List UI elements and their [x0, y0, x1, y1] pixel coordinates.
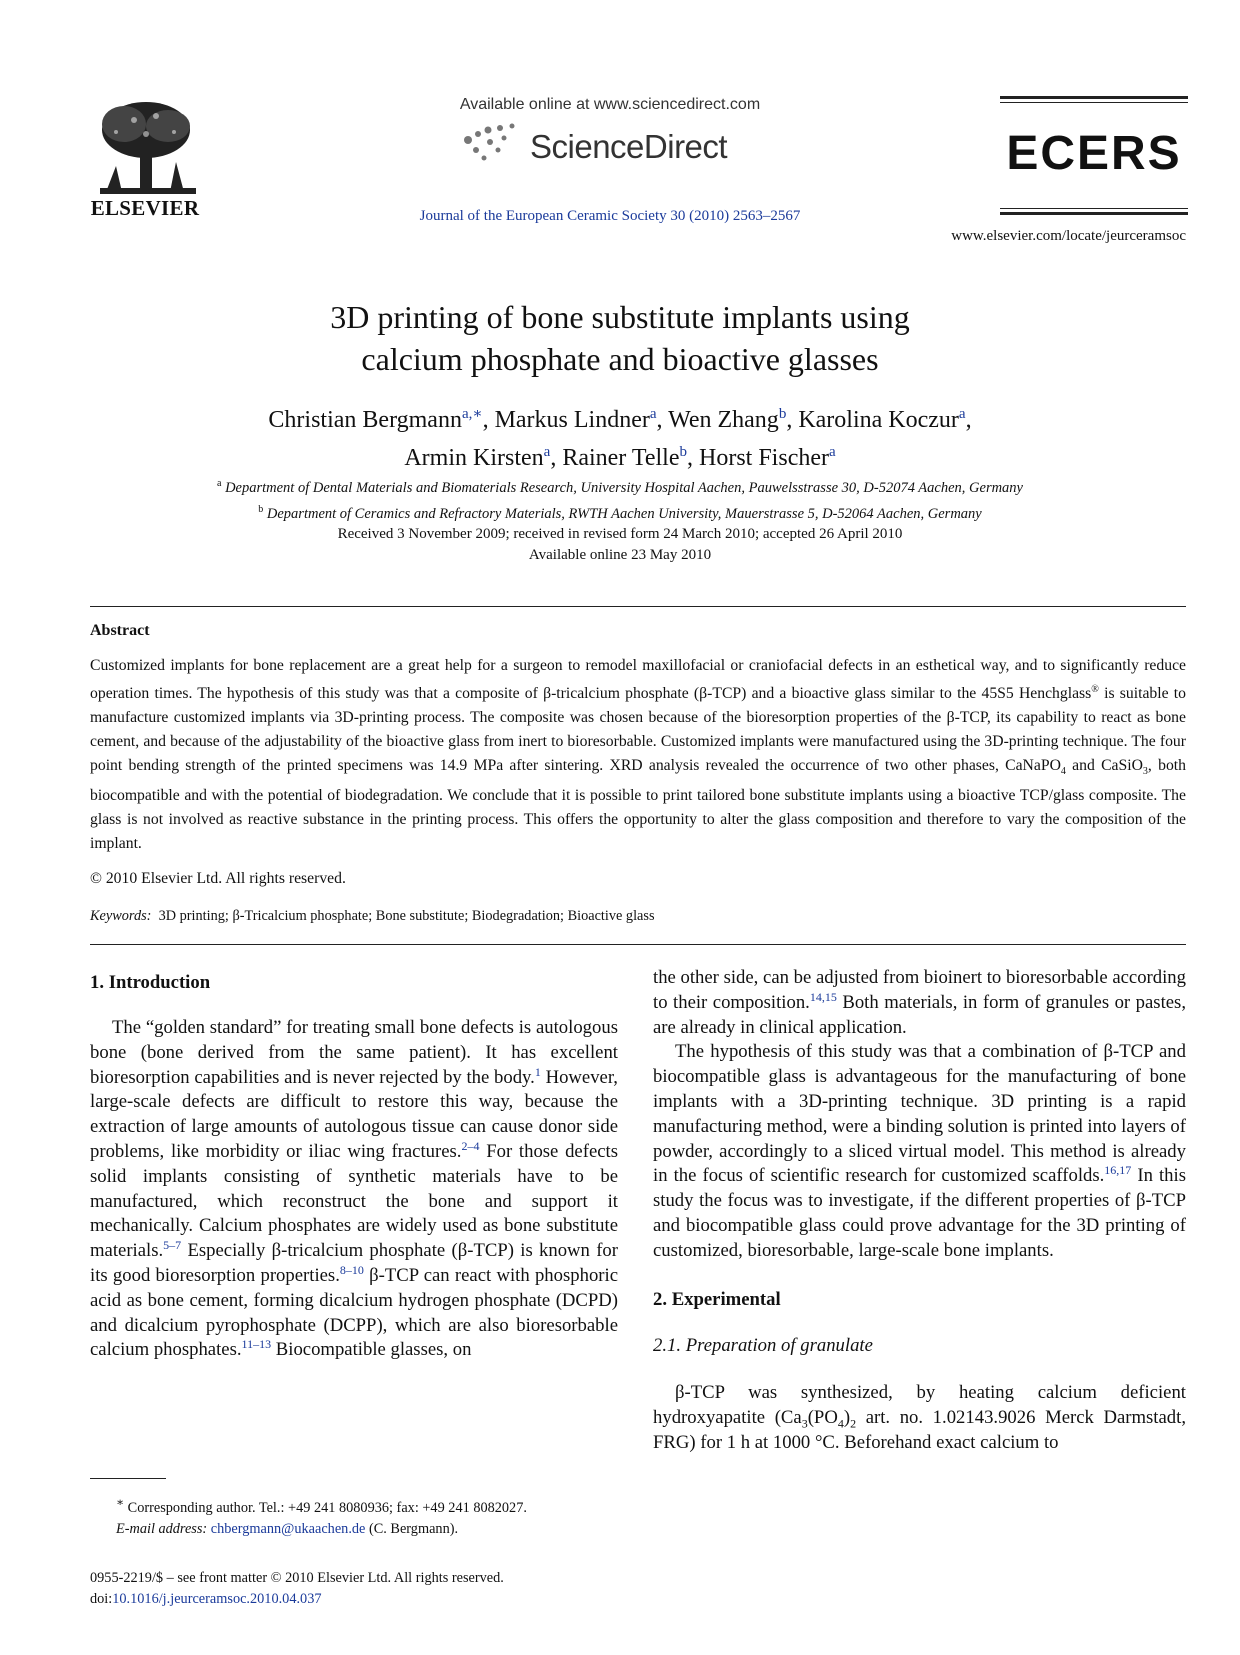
footnote-rule	[90, 1478, 166, 1479]
subscript: 3	[1142, 766, 1148, 778]
ecers-bottom-rule	[1000, 212, 1188, 215]
keywords	[90, 908, 655, 925]
sciencedirect-wordmark: ScienceDirect	[530, 128, 728, 165]
affiliation-b-text: Department of Ceramics and Refractory Materials, RWTH Aachen University, Mauerstrasse 5, D-52064 Aachen, Germany	[266, 505, 982, 522]
intro-paragraph-1-continued	[653, 966, 1186, 1040]
received-dates: Received 3 November 2009; received in revised form 24 March 2010; accepted 26 April 2010	[337, 526, 903, 542]
journal-site-url[interactable]: www.elsevier.com/locate/jeurceramsoc	[951, 228, 1186, 244]
author-name: Karolina Koczur	[798, 407, 959, 433]
doi-line	[90, 1589, 690, 1610]
affiliation-marker[interactable]: b	[778, 406, 787, 422]
subscript: 3	[801, 1416, 808, 1431]
title-line-2: calcium phosphate and bioactive glasses	[361, 341, 879, 377]
footnote-line-1	[90, 1492, 630, 1519]
reference-link[interactable]: 2–4	[461, 1138, 480, 1153]
abstract-part: and CaSiO	[1065, 757, 1143, 775]
affiliation-b	[90, 499, 1150, 525]
text-run: However, large-scale defects are difficult to restore this way, because the extraction of large amounts of autologous tissue can cause donor side problems, like morbidity or iliac wing fractures.	[90, 1066, 618, 1162]
abstract-text	[90, 654, 1186, 856]
ecers-wordmark: ECERS	[1006, 127, 1182, 180]
affiliation-marker[interactable]: b	[679, 444, 687, 460]
reference-link[interactable]: 16,17	[1104, 1163, 1132, 1178]
author-separator: ,	[687, 445, 699, 471]
abstract-bottom-rule	[90, 944, 1186, 945]
issn-line: 0955-2219/$ – see front matter © 2010 Elsevier Ltd. All rights reserved.	[90, 1570, 504, 1586]
text-run: β-TCP can react with phosphoric acid as bone cement, forming dicalcium hydrogen phosphate (DCPD) and dicalcium pyrophosphate (DCPP), which are also bioresorbable calcium phosphates.	[90, 1264, 619, 1361]
section-heading-introduction: 1. Introduction	[90, 972, 211, 993]
author-name: Horst Fischer	[699, 445, 829, 471]
author-name: Rainer Telle	[562, 445, 680, 471]
corresponding-author-footnote	[90, 1492, 630, 1540]
affiliation-marker[interactable]: a	[649, 406, 657, 422]
title-line-1: 3D printing of bone substitute implants using	[330, 299, 910, 335]
reference-link[interactable]: 8–10	[339, 1262, 364, 1277]
reference-link[interactable]: 14,15	[809, 989, 837, 1004]
subscript: 4	[1060, 766, 1066, 778]
author-separator: ,	[965, 407, 972, 433]
journal-reference-link[interactable]: Journal of the European Ceramic Society 30 (2010) 2563–2567	[419, 208, 801, 224]
text-run: The hypothesis of this study was that a combination of β-TCP and biocompatible glass is advantageous for the manufacturing of bone implants with a 3D-printing technique. 3D printing is a rapid manufacturing method, were a binding solution is printed into layers of powder, accordingly to a sliced virtual model. This method is already in the focus of scientific research for customized scaffolds.	[653, 1041, 1186, 1187]
reference-link[interactable]: 5–7	[163, 1237, 182, 1252]
text-run: β-TCP was synthesized, by heating calcium deficient hydroxyapatite (Ca	[653, 1382, 1186, 1428]
text-run: Especially β-tricalcium phosphate (β-TCP) is known for its good bioresorption properties.	[90, 1240, 618, 1286]
text-run: (PO	[807, 1406, 838, 1428]
email-link[interactable]: chbergmann@ukaachen.de	[210, 1520, 366, 1537]
reference-link[interactable]: 11–13	[241, 1337, 272, 1352]
front-matter	[90, 1568, 690, 1610]
affiliation-marker[interactable]: a,∗	[461, 406, 483, 422]
reference-link[interactable]: 1	[534, 1064, 541, 1079]
intro-paragraph-2	[653, 1040, 1186, 1263]
article-title	[140, 296, 1100, 380]
text-run: The “golden standard” for treating small bone defects is autologous bone (bone derived from the same patient). It has excellent bioresorption capabilities and is never rejected by the body.	[90, 1017, 618, 1088]
section-heading-experimental: 2. Experimental	[653, 1288, 781, 1310]
footnote-line-2	[90, 1519, 630, 1540]
elsevier-logo	[86, 96, 204, 220]
affiliation-a-mark: a	[216, 478, 222, 489]
footnote-marker: ∗	[116, 1495, 125, 1509]
author-name: Wen Zhang	[668, 407, 779, 433]
right-column	[653, 966, 1186, 1456]
sciencedirect-logo[interactable]	[460, 122, 760, 178]
affiliations	[90, 473, 1150, 525]
text-run: art. no. 1.02143.9026 Merck Darmstadt, FRG) for 1 h at 1000 °C. Beforehand exact calcium to	[653, 1406, 1186, 1453]
ecers-top-rule-thin	[1000, 102, 1188, 103]
ecers-logo	[1000, 96, 1188, 216]
text-run: the other side, can be adjusted from bioinert to bioresorbable according to their composition.	[653, 967, 1186, 1013]
abstract-part: , both biocompatible and with the potential of biodegradation. We conclude that it is possible to print tailored bone substitute implants using a bioactive TCP/glass composite. The glass is not involved as reactive substance in the printing process. This offers the opportunity to alter the glass composition and therefore to vary the composition of the implant.	[90, 757, 1186, 853]
author-separator: ,	[656, 407, 669, 433]
text-run: Biocompatible glasses, on	[271, 1339, 472, 1361]
affiliation-marker[interactable]: a	[828, 444, 836, 460]
elsevier-tree-icon	[86, 96, 204, 200]
affiliation-a	[90, 473, 1150, 499]
subscript: 4	[837, 1416, 844, 1431]
affiliation-a-text: Department of Dental Materials and Biomaterials Research, University Hospital Aachen, Pauwelsstrasse 30, D-52074 Aachen, Germany	[225, 479, 1023, 496]
author-name: Markus Lindner	[494, 407, 650, 433]
text-run: Both materials, in form of granules or pastes, are already in clinical application.	[653, 991, 1186, 1038]
abstract-part: Customized implants for bone replacement are a great help for a surgeon to remodel maxillofacial or craniofacial defects in an esthetical way, and to significantly reduce operation times. The hypothesis of this study was that a composite of β-tricalcium phosphate (β-TCP) and a bioactive glass similar to the 45S5 Henchglass	[90, 657, 1186, 703]
abstract-part: is suitable to manufacture customized implants via 3D-printing process. The composite was chosen because of the bioresorption properties of the β-TCP, its capability to react as bone cement, and because of the adjustability of the bioactive glass from inert to bioresorbable. Customized implants were manufactured using the 3D-printing technique. The four point bending strength of the printed specimens was 14.9 MPa after sintering. XRD analysis revealed the occurrence of two other phases, CaNaPO	[90, 685, 1186, 775]
author-line-2	[140, 436, 1100, 474]
author-line-1	[140, 398, 1100, 436]
intro-paragraph-1	[90, 1016, 618, 1363]
author-separator: ,	[550, 445, 563, 471]
affiliation-b-mark: b	[258, 503, 264, 515]
abstract-copyright: © 2010 Elsevier Ltd. All rights reserved.	[90, 870, 346, 887]
email-label: E-mail address:	[116, 1520, 208, 1537]
abstract-top-rule	[90, 606, 1186, 607]
subscript: 2	[850, 1416, 857, 1431]
text-run: In this study the focus was to investigate, if the different properties of β-TCP and biocompatible glass could prove advantage for the 3D printing of customized, bioresorbable, large-scale bone implants.	[653, 1165, 1186, 1261]
registered-mark: ®	[1091, 684, 1099, 695]
author-separator: ,	[482, 407, 495, 433]
email-suffix: (C. Bergmann).	[365, 1520, 459, 1537]
sciencedirect-dots-icon	[460, 122, 524, 166]
text-run: )	[843, 1406, 851, 1428]
author-separator: ,	[786, 407, 799, 433]
article-dates	[140, 524, 1100, 566]
affiliation-marker[interactable]: a	[543, 444, 551, 460]
left-column	[90, 1016, 618, 1363]
doi-link[interactable]: 10.1016/j.jeurceramsoc.2010.04.037	[112, 1591, 322, 1607]
available-online-text: Available online at www.sciencedirect.com	[459, 96, 761, 113]
keywords-label: Keywords:	[90, 908, 152, 924]
text-run: For those defects solid implants consisting of synthetic materials have to be manufactured, which reconstruct the bone and support it mechanically. Calcium phosphates are widely used as bone substitute materials.	[90, 1140, 618, 1262]
ecers-top-rule	[1000, 96, 1188, 99]
keywords-list: 3D printing; β-Tricalcium phosphate; Bone substitute; Biodegradation; Bioactive glass	[158, 908, 655, 924]
ecers-bottom-rule-thin	[1000, 208, 1188, 209]
available-date: Available online 23 May 2010	[528, 547, 712, 563]
author-name: Armin Kirsten	[404, 445, 544, 471]
abstract-heading: Abstract	[90, 622, 150, 639]
affiliation-marker[interactable]: a	[958, 406, 966, 422]
author-name: Christian Bergmann	[268, 407, 462, 433]
subsection-heading-granulate: 2.1. Preparation of granulate	[653, 1335, 873, 1357]
author-list	[140, 398, 1100, 474]
doi-label: doi:	[90, 1591, 113, 1607]
footnote-text: Corresponding author. Tel.: +49 241 8080936; fax: +49 241 8082027.	[124, 1499, 527, 1516]
elsevier-wordmark: ELSEVIER	[90, 196, 200, 220]
experimental-paragraph-1	[653, 1381, 1186, 1455]
